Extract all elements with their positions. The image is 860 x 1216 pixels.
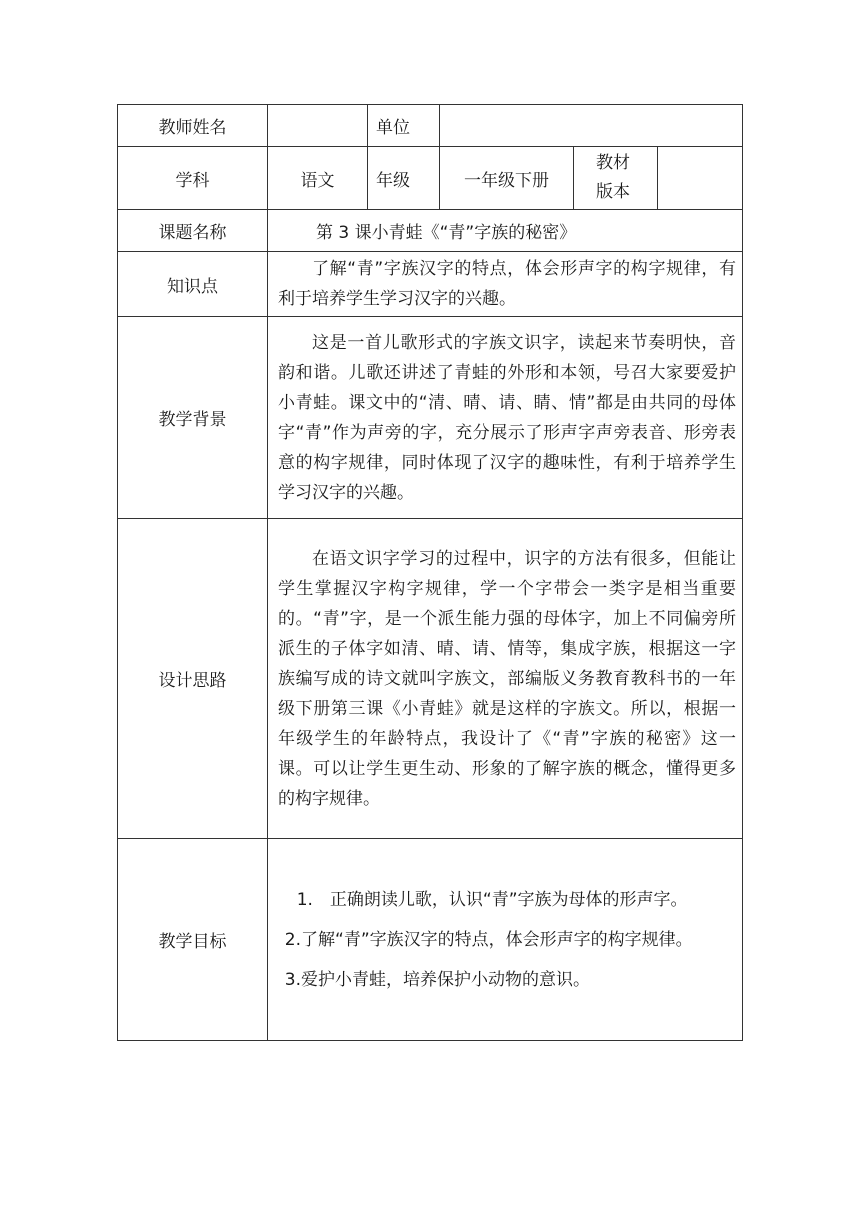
background-value: 这是一首儿歌形式的字族文识字，读起来节奏明快，音韵和谐。儿歌还讲述了青蛙的外形和本领，号召大家要爱护小青蛙。课文中的“清、晴、请、睛、情”都是由共同的母体字“青”作为声旁的字，充分展示了形声字声旁表音、形旁表意的构字规律，同时体现了汉字的趣味性，有利于培养学生学习汉字的兴趣。 (268, 317, 743, 519)
design-row (118, 519, 743, 839)
unit-label: 单位 (368, 105, 440, 147)
subject-label: 学科 (118, 147, 268, 210)
knowledge-value: 了解“青”字族汉字的特点，体会形声字的构字规律，有利于培养学生学习汉字的兴趣。 (268, 252, 743, 317)
teacher-row (118, 105, 743, 147)
goal-item: 2.了解“青”字族汉字的特点，体会形声字的构字规律。 (284, 929, 693, 950)
unit-value (440, 105, 743, 147)
subject-value: 语文 (268, 147, 368, 210)
goals-row (118, 839, 743, 1041)
goals-label: 教学目标 (118, 839, 268, 1041)
goal-item: 1. 正确朗读儿歌，认识“青”字族为母体的形声字。 (296, 889, 688, 910)
title-row (118, 210, 743, 252)
background-label: 教学背景 (118, 317, 268, 519)
lesson-plan-table (117, 104, 743, 1041)
teacher-name-label: 教师姓名 (118, 105, 268, 147)
textbook-label: 教材版本 (574, 147, 658, 210)
teacher-name-value (268, 105, 368, 147)
goals-list (268, 839, 743, 1041)
grade-label: 年级 (368, 147, 440, 210)
title-label: 课题名称 (118, 210, 268, 252)
background-row (118, 317, 743, 519)
textbook-value (658, 147, 743, 210)
title-value: 第 3 课小青蛙《“青”字族的秘密》 (268, 210, 743, 252)
design-value: 在语文识字学习的过程中，识字的方法有很多，但能让学生掌握汉字构字规律，学一个字带会一类字是相当重要的。“青”字，是一个派生能力强的母体字，加上不同偏旁所派生的子体字如清、晴、请、情等，集成字族，根据这一字族编写成的诗文就叫字族文，部编版义务教育教科书的一年级下册第三课《小青蛙》就是这样的字族文。所以，根据一年级学生的年龄特点，我设计了《“青”字族的秘密》这一课。可以让学生更生动、形象的了解字族的概念，懂得更多的构字规律。 (268, 519, 743, 839)
knowledge-row (118, 252, 743, 317)
subject-row (118, 147, 743, 210)
knowledge-label: 知识点 (118, 252, 268, 317)
goal-item: 3.爱护小青蛙，培养保护小动物的意识。 (284, 969, 591, 990)
grade-value: 一年级下册 (440, 147, 574, 210)
design-label: 设计思路 (118, 519, 268, 839)
